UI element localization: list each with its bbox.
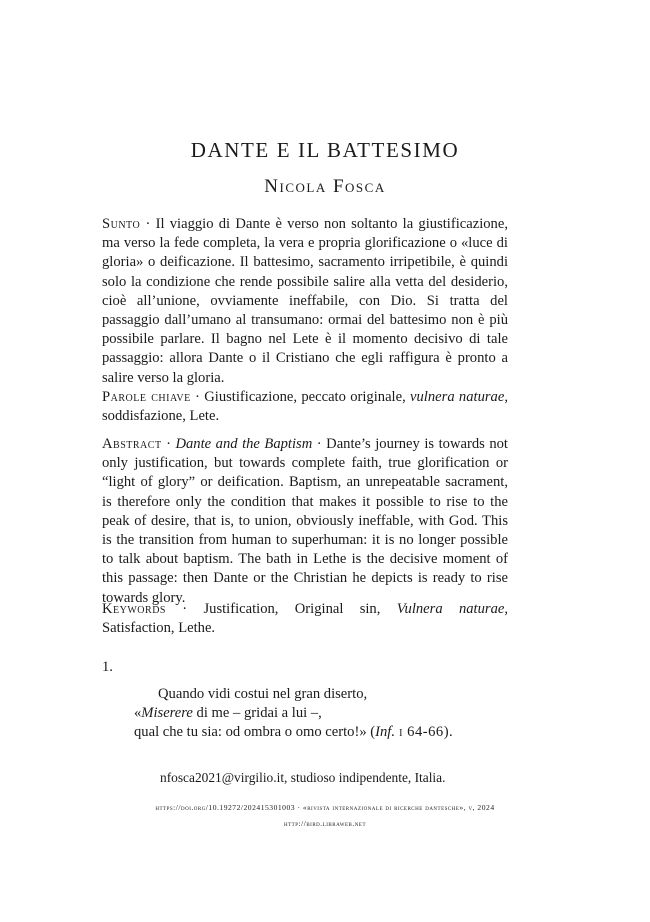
abstract-text: Dante’s journey is towards not only justification, but towards complete faith, true glorification or “light of glory” or deification. Baptism, an unrepeatable sacrament, is therefore only the condition that makes it possible to rise to the peak of desire, that is, to union, obviously ineffable, with God. This is the transition from human to superhuman: it is no longer possible to talk about baptism. The bath in Lethe is the decisive moment of this passage: then Dante or the Christian he depicts is ready to rise towards glory. <box>102 436 508 606</box>
parole-chiave-separator: · <box>190 389 205 405</box>
parole-chiave-label: Parole chiave <box>102 389 191 405</box>
keywords-paragraph <box>102 600 508 638</box>
keywords-italic: Vulnera naturae <box>396 601 505 617</box>
journal-url: http://bird.libraweb.net <box>284 819 366 828</box>
keywords-label: Keywords <box>102 601 166 617</box>
abstract-title: Dante and the Baptism <box>175 436 313 452</box>
sunto-text: Il viaggio di Dante è verso non soltanto la giustificazione, ma verso la fede completa, la vera e propria glorificazione o «luce di gloria» o deificazione. Il battesimo, sacramento irripetibile, è quindi solo la condizione che rende possibile salire alla vetta del desiderio, cioè all’unione, ovviamente ineffabile, con Dio. Si tratta del passaggio dall’umano al transumano: ormai del battesimo non è più possibile parlare. Il bagno nel Lete è il momento decisivo di tale passaggio: allora Dante o il Cristiano che egli raffigura è pronto a salire verso la gloria. <box>102 216 508 386</box>
abstract-label: Abstract <box>102 436 162 452</box>
parole-chiave-text-end: , soddisfazione, Lete. <box>102 389 508 425</box>
verse-line-2 <box>134 704 514 723</box>
doi-line: https://doi.org/10.19272/202415301003 · «rivista internazionale di ricerche dantesche», v, 2024 <box>155 803 495 812</box>
verse-reference-rest: i 64-66). <box>395 724 454 741</box>
sunto-label: Sunto <box>102 216 141 232</box>
abstract-separator-2: · <box>312 436 327 452</box>
author-footnote: nfosca2021@virgilio.it, studioso indipendente, Italia. <box>160 770 446 785</box>
sunto-separator: · <box>140 216 156 232</box>
parole-chiave-text: Giustificazione, peccato originale, <box>204 389 411 405</box>
keywords-separator: · <box>165 601 204 617</box>
verse-line-3 <box>134 723 514 742</box>
abstract-separator: · <box>161 436 176 452</box>
keywords-text-end: , Satisfaction, Lethe. <box>102 601 508 637</box>
section-number: 1. <box>102 659 113 675</box>
parole-chiave-italic: vulnera naturae <box>410 389 505 405</box>
verse-quote <box>134 685 514 743</box>
verse-line-2-rest: di me – gridai a lui –, <box>192 705 322 722</box>
parole-chiave-paragraph <box>102 388 508 426</box>
verse-line-3-text: qual che tu sia: od ombra o omo certo!» ( <box>134 724 376 741</box>
verse-line-2-italic: Miserere <box>141 705 193 722</box>
abstract-paragraph <box>102 435 508 608</box>
verse-line-1: Quando vidi costui nel gran diserto, <box>158 686 368 702</box>
verse-reference: Inf. <box>375 724 396 741</box>
verse-line-2-open: « <box>134 705 142 722</box>
article-title: DANTE E IL BATTESIMO <box>190 138 460 162</box>
sunto-paragraph <box>102 215 508 388</box>
article-author: Nicola Fosca <box>264 176 386 197</box>
keywords-text: Justification, Original sin, <box>203 601 397 617</box>
